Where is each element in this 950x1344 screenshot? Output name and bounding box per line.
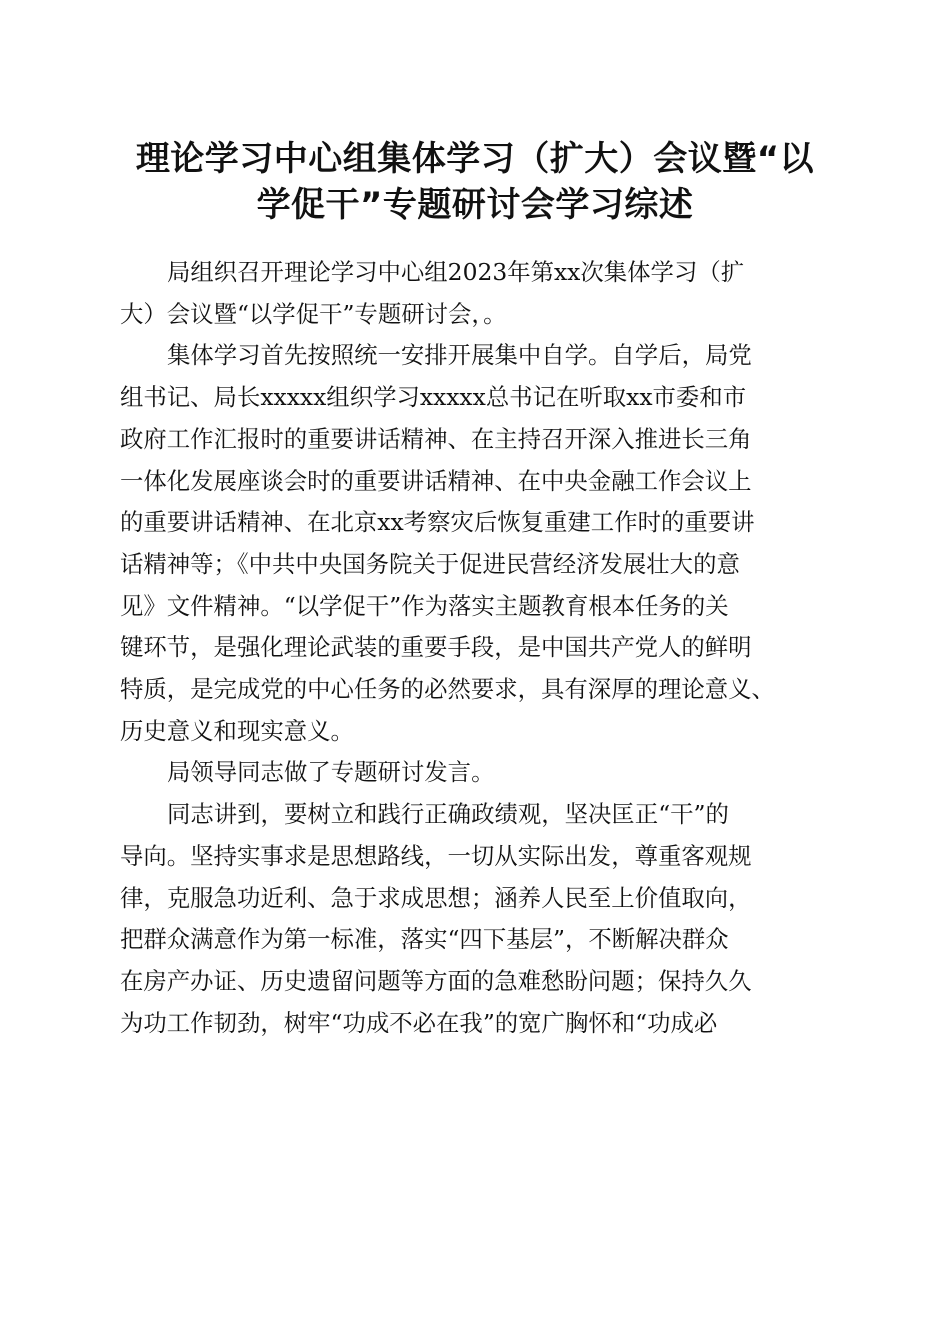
text-line: 的重要讲话精神、在北京xx考察灾后恢复重建工作时的重要讲 — [120, 508, 755, 537]
text-line: 律，克服急功近利、急于求成思想；涵养人民至上价值取向， — [120, 883, 752, 912]
text-line: 把群众满意作为第一标准，落实“四下基层”，不断解决群众 — [120, 925, 729, 954]
title-line-1: 理论学习中心组集体学习（扩大）会议暨“以 — [135, 139, 815, 179]
text-line: 特质，是完成党的中心任务的必然要求，具有深厚的理论意义、 — [120, 675, 775, 704]
text-line: 导向。坚持实事求是思想路线，一切从实际出发，尊重客观规 — [120, 841, 752, 870]
text-line: 在房产办证、历史遗留问题等方面的急难愁盼问题；保持久久 — [120, 966, 752, 995]
text-line: 局组织召开理论学习中心组2023年第xx次集体学习（扩 — [167, 258, 745, 286]
text-line: 话精神等；《中共中央国务院关于促进民营经济发展壮大的意 — [120, 549, 740, 578]
text-line: 大）会议暨“以学促干”专题研讨会，。 — [120, 299, 507, 328]
paragraph-2 — [120, 335, 832, 752]
document-title — [100, 136, 850, 228]
document-body — [120, 252, 832, 1044]
text-line: 一体化发展座谈会时的重要讲话精神、在中央金融工作会议上 — [120, 466, 752, 495]
text-line: 组书记、局长xxxxx组织学习xxxxx总书记在听取xx市委和市 — [120, 383, 747, 412]
text-line: 同志讲到，要树立和践行正确政绩观，坚决匡正“干”的 — [167, 800, 729, 829]
paragraph-3 — [120, 752, 832, 794]
text-line: 见》文件精神。“以学促干”作为落实主题教育根本任务的关 — [120, 591, 729, 620]
text-line: 历史意义和现实意义。 — [120, 716, 354, 745]
paragraph-4 — [120, 794, 832, 1044]
text-line: 政府工作汇报时的重要讲话精神、在主持召开深入推进长三角 — [120, 424, 752, 453]
text-line: 集体学习首先按照统一安排开展集中自学。自学后，局党 — [167, 341, 752, 370]
text-line: 为功工作韧劲，树牢“功成不必在我”的宽广胸怀和“功成必 — [120, 1008, 718, 1037]
title-line-2: 学促干”专题研讨会学习综述 — [256, 185, 694, 225]
text-line: 局领导同志做了专题研讨发言。 — [167, 758, 495, 787]
text-line: 键环节，是强化理论武装的重要手段，是中国共产党人的鲜明 — [120, 633, 752, 662]
paragraph-1 — [120, 252, 832, 335]
